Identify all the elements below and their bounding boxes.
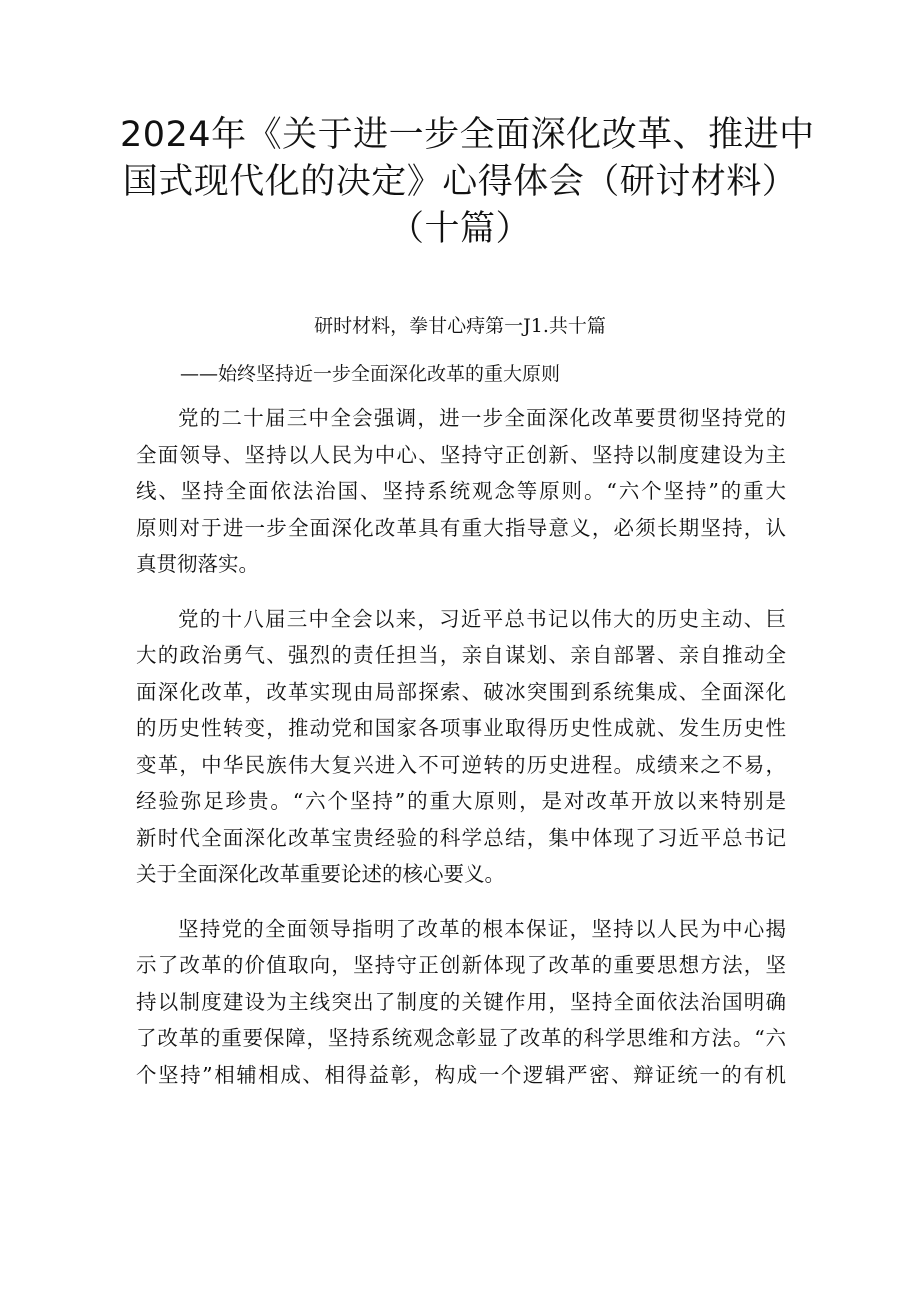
document-subtitle: 研时材料，拳甘心痔第一J1.共十篇 — [314, 315, 606, 337]
title-line-1: 2024年《关于进一步全面深化改革、推进中 — [120, 115, 815, 155]
paragraph-1 — [136, 400, 786, 583]
paragraph-line: 原则对于进一步全面深化改革具有重大指导意义，必须长期坚持，认 — [136, 515, 786, 540]
document-tagline: ——始终坚持近一步全面深化改革的重大原则 — [180, 363, 561, 385]
paragraph-line: 经验弥足珍贵。“六个坚持”的重大原则，是对改革开放以来特别是 — [136, 789, 786, 813]
paragraph-line: 党的十八届三中全会以来，习近平总书记以伟大的历史主动、巨 — [178, 606, 786, 631]
paragraph-line: 变革，中华民族伟大复兴进入不可逆转的历史进程。成绩来之不易， — [136, 752, 786, 777]
paragraph-line: 示了改革的价值取向，坚持守正创新体现了改革的重要思想方法，坚 — [136, 953, 786, 977]
title-line-3: （十篇） — [388, 209, 531, 249]
document-body — [136, 400, 786, 1111]
paragraph-line: 的历史性转变，推动党和国家各项事业取得历史性成就、发生历史性 — [136, 716, 786, 740]
paragraph-line: 线、坚持全面依法治国、坚持系统观念等原则。“六个坚持”的重大 — [136, 479, 786, 503]
paragraph-line: 持以制度建设为主线突出了制度的关键作用，坚持全面依法治国明确 — [136, 989, 786, 1014]
paragraph-line: 新时代全面深化改革宝贵经验的科学总结，集中体现了习近平总书记 — [136, 825, 786, 850]
paragraph-line: 党的二十届三中全会强调，进一步全面深化改革要贯彻坚持党的 — [178, 406, 786, 430]
paragraph-line: 坚持党的全面领导指明了改革的根本保证，坚持以人民为中心揭 — [178, 916, 786, 941]
paragraph-2 — [136, 601, 786, 893]
paragraph-line: 真贯彻落实。 — [136, 552, 259, 576]
paragraph-line: 关于全面深化改革重要论述的核心要义。 — [136, 862, 505, 886]
title-line-2: 国式现代化的决定》心得体会（研讨材料） — [122, 162, 798, 202]
paragraph-3 — [136, 911, 786, 1094]
paragraph-line: 个坚持”相辅相成、相得益彰，构成一个逻辑严密、辩证统一的有机 — [136, 1062, 786, 1087]
paragraph-line: 全面领导、坚持以人民为中心、坚持守正创新、坚持以制度建设为主 — [136, 442, 786, 467]
paragraph-line: 了改革的重要保障，坚持系统观念彰显了改革的科学思维和方法。“六 — [136, 1026, 786, 1050]
paragraph-line: 面深化改革，改革实现由局部探索、破冰突围到系统集成、全面深化 — [136, 679, 786, 704]
document-title — [120, 112, 815, 253]
paragraph-line: 大的政治勇气、强烈的责任担当，亲自谋划、亲自部署、亲自推动全 — [136, 643, 786, 667]
